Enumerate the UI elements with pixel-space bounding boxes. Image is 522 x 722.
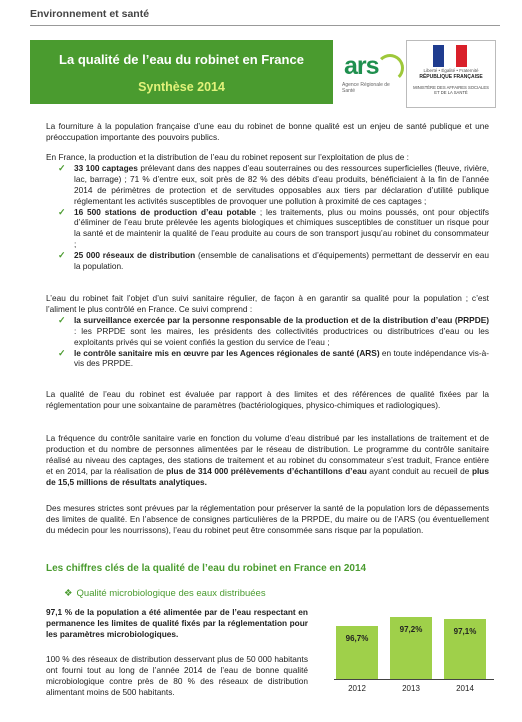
paragraph-control-frequency bbox=[46, 433, 489, 488]
header-rule bbox=[30, 25, 500, 26]
ministry-name: MINISTÈRE DES AFFAIRES SOCIALES ET DE LA SANTÉ bbox=[413, 85, 489, 95]
bold-span: plus de 314 000 prélèvements d’échantillons d’eau bbox=[166, 465, 367, 476]
chart-x-axis bbox=[334, 679, 494, 680]
production-intro: En France, la production et la distribution de l’eau du robinet reposent sur l’exploitation de plus de : bbox=[46, 152, 409, 162]
check-icon: ✓ bbox=[58, 347, 66, 358]
list-item-bold: le contrôle sanitaire mis en œuvre par les Agences régionales de santé (ARS) bbox=[74, 347, 380, 358]
chart-data-label: 97,1% bbox=[453, 626, 477, 636]
microbiological-quality-chart bbox=[326, 596, 501, 698]
list-item-bold: 25 000 réseaux de distribution bbox=[74, 250, 196, 261]
page-title: La qualité de l’eau du robinet en France bbox=[59, 52, 304, 67]
chart-x-tick-label: 2012 bbox=[348, 684, 366, 693]
page-subtitle: Synthèse 2014 bbox=[138, 80, 225, 94]
list-item bbox=[46, 163, 489, 207]
list-item bbox=[46, 207, 489, 251]
bold-span: plus de 15,5 millions de résultats analytiques. bbox=[46, 465, 489, 487]
paragraph-intro: La fourniture à la population française d’une eau du robinet de bonne qualité est un enjeu de santé publique et une préoccupation importante des pouvoirs publics. bbox=[46, 121, 489, 142]
check-icon: ✓ bbox=[58, 314, 66, 325]
list-item-text: en toute indépendance vis-à-vis des PRPDE. bbox=[74, 347, 489, 369]
paragraph-measures: Des mesures strictes sont prévues par la réglementation pour préserver la santé de la population lors de dépassements des limites de qualité. En l’absence de consignes particulières de la PRPDE, du maire ou de l’ARS (ou éventuellement du médecin pour les nourrissons), l’eau du robinet peut être consommée sans risque par la population. bbox=[46, 503, 489, 535]
diamond-icon: ❖ bbox=[64, 588, 73, 599]
production-list bbox=[46, 163, 489, 272]
key-figures-highlight: 97,1 % de la population a été alimentée par de l’eau respectant en permanence les limites de qualité fixés par la réglementation pour les paramètres microbiologiques. bbox=[46, 607, 308, 639]
monitoring-intro: L’eau du robinet fait l’objet d’un suivi sanitaire régulier, de façon à en garantir sa qualité pour la population ; c’est l’aliment le plus contrôlé en France. Ce suivi comprend : bbox=[46, 293, 489, 314]
list-item-text: : les PRPDE sont les maires, les présidents des collectivités productrices ou distributrices d’eau ou les exploitants privés qui se voient confiés la gestion du service de l’eau ; bbox=[74, 325, 489, 347]
section-header: Environnement et santé bbox=[30, 8, 150, 20]
monitoring-section bbox=[46, 293, 489, 369]
list-item-bold: la surveillance exercée par la personne responsable de la production et de la distribution d’eau (PRPDE) bbox=[74, 314, 489, 325]
ministry-republic: RÉPUBLIQUE FRANÇAISE bbox=[419, 74, 483, 80]
list-item-text: prélevant dans des nappes d’eau souterraines ou des ressources superficielles (fleuve, rivière, lac, barrage) ; 71 % d’entre eux, soit près de 82 % des débits d’eau produits, bénéficiaient à la fin de l’année 2014 de périmètres de protection et de servitudes opposables aux tiers par déclaration d’utilité publique réglementant les activités susceptibles de provoquer une pollution à proximité de ces captages ; bbox=[74, 162, 489, 206]
list-item bbox=[46, 348, 489, 370]
list-item-text: ; les traitements, plus ou moins poussés, ont pour objectifs d’éliminer de l’eau brute prélevée les agents biologiques et chimiques susceptibles de constituer un risque pour la santé et de maintenir la qualité de l’eau produite au cours de son transport jusqu’au robinet du consommateur ; bbox=[74, 206, 490, 250]
ars-logo-arc-icon bbox=[376, 54, 404, 82]
chart-data-label: 96,7% bbox=[345, 634, 369, 644]
list-item bbox=[46, 315, 489, 348]
key-figures-detail: 100 % des réseaux de distribution desservant plus de 50 000 habitants ont fourni tout au long de l’année 2014 de l’eau de bonne qualité microbiologique contre près de 80 % des réseaux de distribution alimentant moins de 500 habitants. bbox=[46, 654, 308, 697]
production-section bbox=[46, 152, 489, 272]
ministry-motto: Liberté • Égalité • Fraternité bbox=[423, 68, 479, 73]
ministry-logo bbox=[406, 40, 496, 108]
check-icon: ✓ bbox=[58, 162, 66, 173]
check-icon: ✓ bbox=[58, 206, 66, 217]
list-item-bold: 16 500 stations de production d’eau potable bbox=[74, 206, 257, 217]
check-icon: ✓ bbox=[58, 250, 66, 261]
title-banner bbox=[30, 40, 333, 104]
chart-x-tick-label: 2013 bbox=[402, 684, 420, 693]
chart-x-tick-label: 2014 bbox=[456, 684, 474, 693]
key-figures-title: Les chiffres clés de la qualité de l’eau du robinet en France en 2014 bbox=[46, 563, 367, 574]
paragraph-quality-limits: La qualité de l’eau du robinet est évaluée par rapport à des limites et des références de qualité fixées par la réglementation pour une soixantaine de paramètres (bactériologiques, physico-chimiques et radiologiques). bbox=[46, 389, 489, 410]
key-figures-subtitle bbox=[64, 588, 266, 599]
text-span: ayant conduit au recueil de bbox=[366, 465, 472, 476]
ars-logo-tagline: Agence Régionale de Santé bbox=[342, 82, 390, 94]
list-item-bold: 33 100 captages bbox=[74, 162, 138, 173]
monitoring-list bbox=[46, 315, 489, 370]
list-item-text: (ensemble de canalisations et d’équipements) permettant de desservir en eau la population. bbox=[74, 250, 489, 272]
list-item bbox=[46, 250, 489, 272]
ars-logo-word: ars bbox=[344, 52, 379, 80]
french-flag-icon bbox=[433, 45, 467, 67]
ars-logo bbox=[338, 48, 404, 104]
chart-data-label: 97,2% bbox=[399, 624, 423, 634]
key-figures-subtitle-text: Qualité microbiologique des eaux distribuées bbox=[76, 588, 266, 599]
text-span: La fréquence du contrôle sanitaire varie en fonction du volume d’eau distribué par les installations de traitement et de production et du nombre de personnes alimentées par le réseau de distribution. Le programme du contrôle sanitaire réalisé au niveau des captages, des stations de traitement et au robinet du consommateur s’est traduit, France entière et en 2014, par la réalisation de bbox=[46, 433, 489, 476]
